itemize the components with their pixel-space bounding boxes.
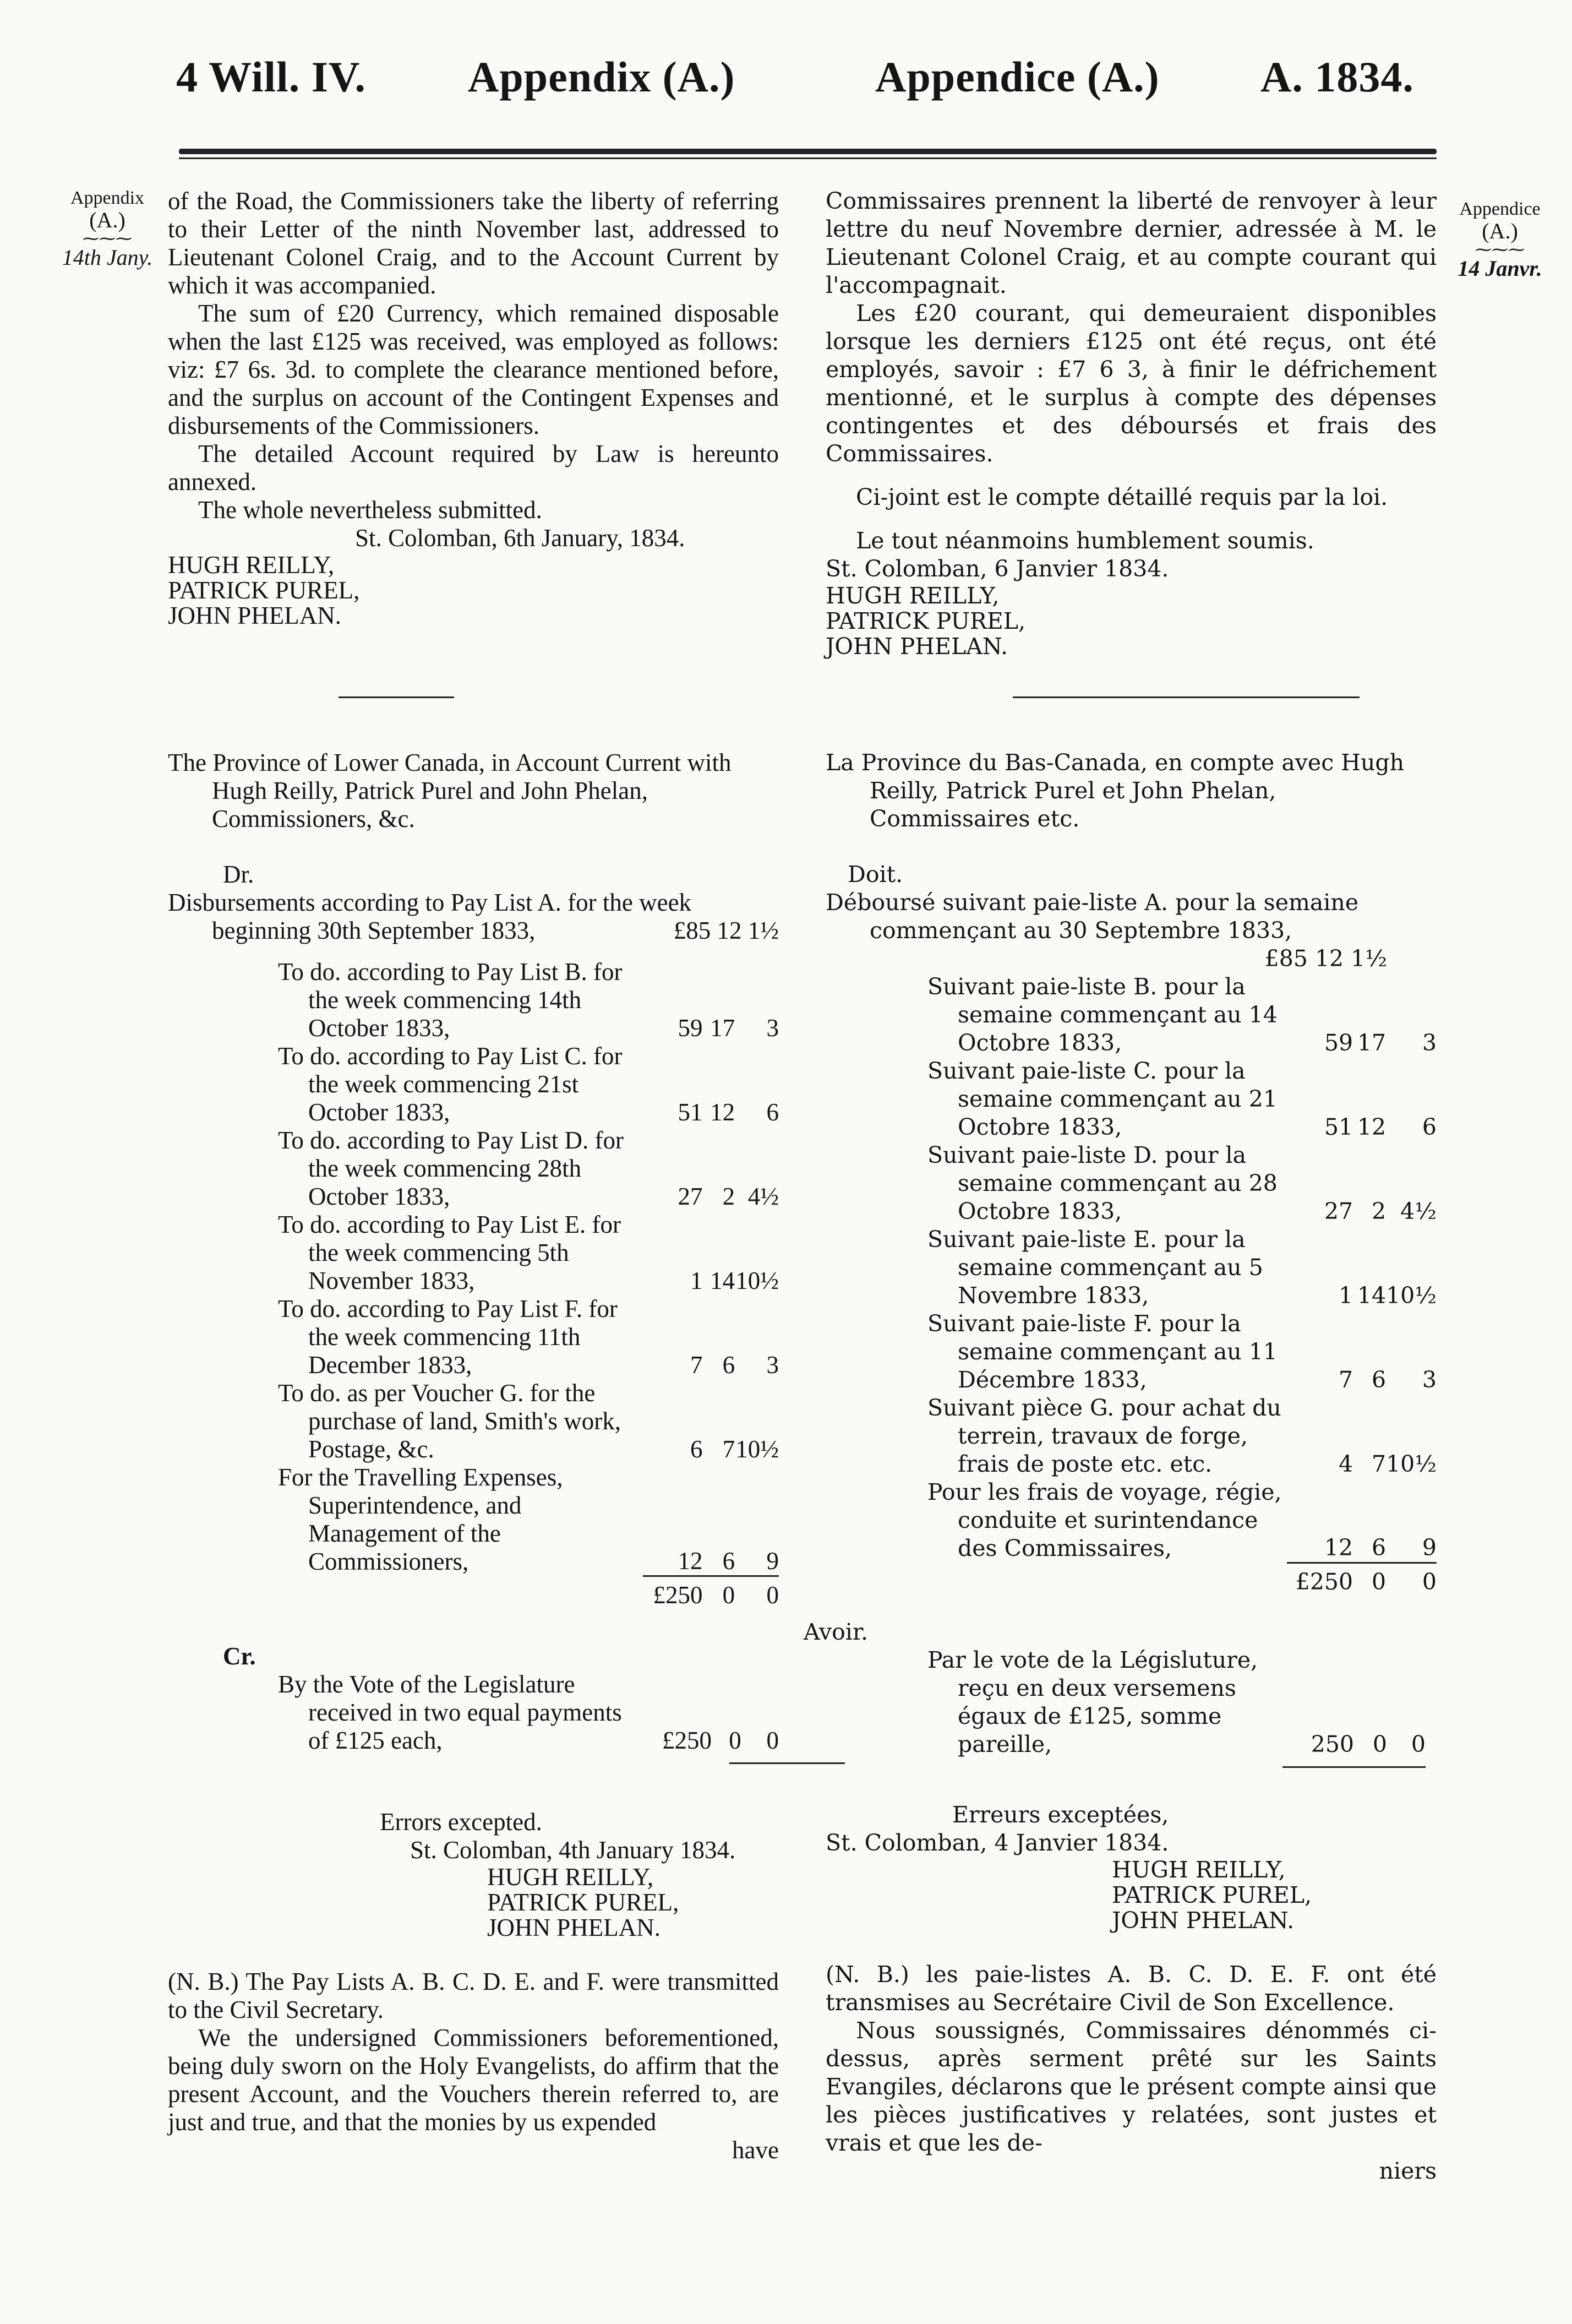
credit-pence: 0 (1411, 1730, 1426, 1757)
row-shillings: 6 (722, 1351, 735, 1379)
row-shillings: 7 (722, 1435, 735, 1463)
row-pence: 10½ (1386, 1451, 1437, 1477)
place-date: St. Colomban, 6th January, 1834. (355, 524, 685, 552)
credit-pounds: £250 (662, 1726, 712, 1754)
margin-label: Appendix (70, 188, 145, 208)
row-pounds: 6 (690, 1435, 703, 1463)
paragraph: Ci-joint est le compte détaillé requis par la loi. (856, 484, 1388, 510)
paragraph: We the undersigned Commissioners beforementioned, being duly sworn on the Holy Evangelists, do affirm that the present Account, and the Vouchers therein referred to, are just and true, and that the monies by us expended (168, 2023, 779, 2136)
margin-date: 14th Jany. (62, 245, 153, 270)
row-pence: 6 (766, 1098, 779, 1126)
row-description: To do. according to Pay List F. for the week commencing 11th December 1833, (278, 1295, 618, 1379)
total-pence: 0 (735, 1576, 779, 1609)
french-report (826, 187, 1437, 659)
debit-label: Dr. (223, 861, 254, 888)
account-row (278, 1379, 779, 1463)
account-row (927, 1226, 1437, 1310)
margin-label: Appendice (1459, 199, 1541, 219)
row-description: Suivant paie-liste D. pour la semaine commençant au 28 Octobre 1833, (927, 1142, 1278, 1224)
signature: HUGH REILLY, (487, 1863, 654, 1891)
credit-desc: By the Vote of the Legislature received in two equal payments of £125 each, (278, 1670, 622, 1754)
row-pounds: 1 (690, 1267, 703, 1294)
row-pounds: 4 (1339, 1451, 1353, 1477)
errors-excepted: Erreurs exceptées, (952, 1801, 1169, 1828)
row-pounds: 1 (1339, 1282, 1353, 1309)
french-account (804, 749, 1437, 2185)
row-pence: 4½ (1400, 1198, 1437, 1224)
credit-desc: Par le vote de la Législuture, reçu en deux versemens égaux de £125, somme pareille, (927, 1646, 1258, 1757)
note-nb: (N. B.) The Pay Lists A. B. C. D. E. and F. were transmitted to the Civil Secretary. (168, 1967, 779, 2023)
account-row (927, 973, 1437, 1057)
row-shillings: 14 (710, 1267, 735, 1294)
header-rule (179, 149, 1437, 154)
header-year: A. 1834. (1260, 53, 1414, 101)
total-row (278, 1576, 779, 1609)
signature: PATRICK PUREL, (826, 608, 1026, 634)
total-pounds: £250 (643, 1576, 702, 1609)
en-credit-table (278, 1670, 779, 1755)
account-row (278, 958, 779, 1042)
paragraph: The sum of £20 Currency, which remained disposable when the last £125 was received, was employed as follows: viz: £7 6s. 3d. to complete the clearance mentioned before, and the surplus on account of the Contingent Expenses and disbursements of the Commissioners. (168, 300, 779, 439)
first-disbursement (168, 889, 779, 945)
row-shillings: 17 (1357, 1030, 1387, 1056)
first-disbursement-amount: £85 12 1½ (1264, 945, 1387, 972)
margin-sub: (A.) (89, 208, 125, 232)
first-disbursement-amount: £85 12 1½ (673, 917, 779, 944)
total-pounds: £250 (1287, 1563, 1353, 1596)
row-pounds: 12 (678, 1547, 703, 1575)
note-nb: (N. B.) les paie-listes A. B. C. D. E. F. ont été transmises au Secrétaire Civil de Son Excellence. (826, 1961, 1437, 2016)
row-pence: 10½ (1386, 1282, 1437, 1309)
row-pounds: 7 (690, 1351, 703, 1379)
row-pounds: 12 (1324, 1534, 1353, 1561)
signature: HUGH REILLY, (1112, 1856, 1286, 1883)
margin-date: 14 Janvr. (1458, 256, 1542, 281)
total-pence: 0 (1386, 1563, 1437, 1596)
header-reign: 4 Will. IV. (176, 53, 366, 101)
signature: JOHN PHELAN. (487, 1913, 661, 1941)
catchword: have (732, 2136, 779, 2164)
row-pounds: 59 (678, 1014, 703, 1042)
row-pence: 10½ (735, 1435, 779, 1463)
row-shillings: 14 (1357, 1282, 1387, 1309)
credit-row (278, 1670, 779, 1755)
row-description: To do. according to Pay List C. for the week commencing 21st October 1833, (278, 1042, 623, 1126)
row-pounds: 7 (1339, 1367, 1353, 1393)
debit-label: Doit. (848, 861, 903, 888)
row-shillings: 2 (722, 1183, 735, 1210)
account-row (278, 1463, 779, 1576)
credit-label: Avoir. (804, 1618, 869, 1645)
credit-row (927, 1646, 1426, 1759)
row-pence: 4½ (747, 1183, 779, 1210)
account-row (278, 1295, 779, 1379)
total-row (927, 1563, 1437, 1596)
paragraph: The detailed Account required by Law is hereunto annexed. (168, 440, 779, 496)
row-description: For the Travelling Expenses, Superintendence, and Management of the Commissioners, (278, 1463, 563, 1575)
account-row (278, 1042, 779, 1126)
account-heading: The Province of Lower Canada, in Account Current with Hugh Reilly, Patrick Purel and John Phelan, Commissioners, &c. (168, 749, 732, 832)
signature: PATRICK PUREL, (487, 1888, 679, 1916)
row-shillings: 12 (1357, 1114, 1387, 1140)
account-row (927, 1478, 1437, 1563)
signature: PATRICK PUREL, (168, 576, 360, 604)
row-shillings: 6 (1371, 1534, 1387, 1561)
english-report (168, 187, 779, 628)
place-date: St. Colomban, 4 Janvier 1834. (826, 1829, 1169, 1856)
row-description: To do. according to Pay List B. for the week commencing 14th October 1833, (278, 958, 623, 1042)
paragraph: The whole nevertheless submitted. (198, 496, 542, 524)
credit-underline (1282, 1766, 1426, 1768)
row-pounds: 27 (678, 1183, 703, 1210)
catchword: niers (1379, 2157, 1437, 2184)
row-shillings: 6 (1371, 1367, 1387, 1393)
paragraph: Le tout néanmoins humblement soumis. (856, 527, 1314, 554)
account-row (927, 1057, 1437, 1141)
swash-ornament: ⁓⁓⁓ (83, 230, 132, 248)
credit-shillings: 0 (729, 1726, 741, 1754)
signature: HUGH REILLY, (168, 551, 335, 579)
total-shillings: 0 (703, 1576, 735, 1609)
credit-pence: 0 (766, 1726, 779, 1754)
row-pence: 6 (1422, 1114, 1437, 1140)
row-shillings: 2 (1371, 1198, 1387, 1224)
account-row (927, 1141, 1437, 1226)
fr-disbursement-table (927, 973, 1437, 1596)
row-pounds: 51 (678, 1098, 703, 1126)
fr-credit-table (927, 1646, 1426, 1759)
swash-ornament: ⁓⁓⁓ (1475, 241, 1525, 259)
row-description: Suivant paie-liste E. pour la semaine commençant au 5 Novembre 1833, (927, 1226, 1263, 1309)
signature: PATRICK PUREL, (1112, 1881, 1312, 1908)
english-account (168, 749, 779, 2164)
credit-pounds: 250 (1311, 1730, 1354, 1757)
right-margin-note (1442, 198, 1558, 280)
section-divider (1013, 696, 1360, 698)
errors-excepted: Errors excepted. (380, 1808, 542, 1836)
signature: JOHN PHELAN. (826, 633, 1008, 660)
en-disbursement-table (278, 958, 779, 1609)
header-rule-thin (179, 157, 1437, 159)
row-pence: 3 (766, 1351, 779, 1379)
row-shillings: 7 (1371, 1451, 1387, 1477)
paragraph: of the Road, the Commissioners take the liberty of referring to their Letter of the ninth November last, addressed to Lieutenant Colonel Craig, and to the Account Current by which it was accompanied. (168, 187, 779, 299)
credit-label: Cr. (223, 1642, 256, 1670)
place-date: St. Colomban, 6 Janvier 1834. (826, 556, 1169, 582)
row-description: To do. as per Voucher G. for the purchase of land, Smith's work, Postage, &c. (278, 1379, 621, 1463)
row-description: Suivant paie-liste C. pour la semaine commençant au 21 Octobre 1833, (927, 1058, 1278, 1140)
signature: JOHN PHELAN. (168, 602, 341, 629)
account-row (278, 1211, 779, 1295)
row-description: Suivant paie-liste B. pour la semaine commençant au 14 Octobre 1833, (927, 973, 1278, 1056)
row-pence: 3 (766, 1014, 779, 1042)
paragraph: Nous soussignés, Commissaires dénommés ci-dessus, après serment prêté sur les Saints Evangiles, déclarons que le présent compte ainsi que les pièces justificatives y relatées, sont justes et vrais et que les de- (826, 2017, 1437, 2156)
row-description: Pour les frais de voyage, régie, conduite et surintendance des Commissaires, (927, 1479, 1282, 1561)
row-description: Suivant pièce G. pour achat du terrein, travaux de forge, frais de poste etc. etc. (927, 1395, 1281, 1477)
left-margin-note (52, 187, 162, 269)
row-pounds: 27 (1324, 1198, 1353, 1224)
row-pounds: 59 (1324, 1030, 1353, 1056)
first-disbursement-text: Disbursements according to Pay List A. for the week beginning 30th September 1833, (168, 889, 692, 944)
account-heading: La Province du Bas-Canada, en compte avec Hugh Reilly, Patrick Purel et John Phelan, Commissaires etc. (826, 749, 1405, 832)
row-description: To do. according to Pay List E. for the week commencing 5th November 1833, (278, 1211, 621, 1294)
credit-shillings: 0 (1372, 1730, 1387, 1757)
header-title-en: Appendix (A.) (468, 53, 735, 101)
row-pounds: 51 (1324, 1114, 1353, 1140)
header-title-fr: Appendice (A.) (875, 53, 1160, 101)
row-description: To do. according to Pay List D. for the week commencing 28th October 1833, (278, 1126, 624, 1210)
margin-sub: (A.) (1482, 219, 1518, 243)
total-shillings: 0 (1353, 1563, 1386, 1596)
section-divider (339, 696, 454, 698)
paragraph: Commissaires prennent la liberté de renvoyer à leur lettre du neuf Novembre dernier, adressée à M. le Lieutenant Colonel Craig, et au compte courant qui l'accompagnait. (826, 188, 1437, 298)
row-shillings: 6 (722, 1547, 735, 1575)
row-shillings: 12 (710, 1098, 735, 1126)
account-row (278, 1126, 779, 1211)
first-disbursement: Déboursé suivant paie-liste A. pour la semaine commençant au 30 Septembre 1833, (826, 889, 1359, 944)
account-row (927, 1394, 1437, 1478)
row-pence: 9 (766, 1547, 779, 1575)
row-pence: 3 (1422, 1367, 1437, 1393)
signature: HUGH REILLY, (826, 583, 1000, 609)
row-description: Suivant paie-liste F. pour la semaine commençant au 11 Décembre 1833, (927, 1310, 1278, 1393)
account-row (927, 1310, 1437, 1394)
paragraph: Les £20 courant, qui demeuraient disponibles lorsque les derniers £125 ont été reçus, ont été employés, savoir : £7 6 3, à finir le défrichement mentionné, et le surplus à compte des dépenses contingentes et des déboursés et frais des Commissaires. (826, 300, 1437, 467)
row-pence: 3 (1422, 1030, 1437, 1056)
row-pence: 10½ (735, 1267, 779, 1294)
place-date: St. Colomban, 4th January 1834. (410, 1836, 736, 1864)
row-shillings: 17 (710, 1014, 735, 1042)
row-pence: 9 (1422, 1534, 1437, 1561)
signature: JOHN PHELAN. (1112, 1907, 1295, 1934)
